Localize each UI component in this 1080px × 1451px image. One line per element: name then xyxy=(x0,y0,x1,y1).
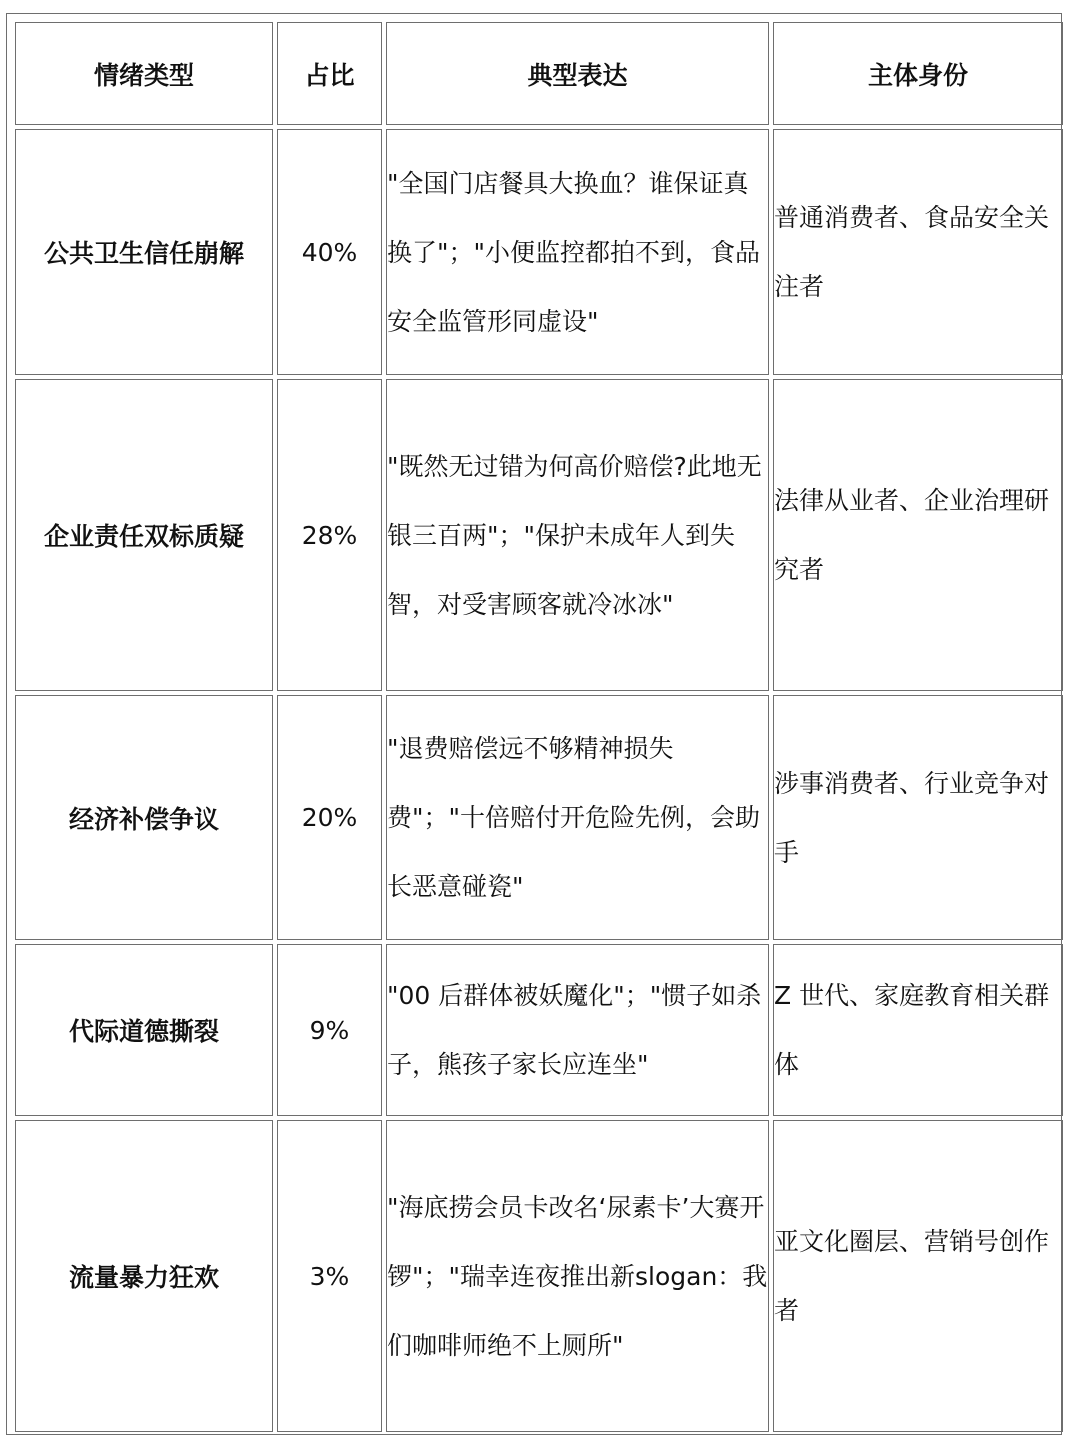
identity-cell: 普通消费者、食品安全关注者 xyxy=(773,129,1063,375)
table-row xyxy=(15,944,1063,1116)
table-frame xyxy=(6,13,1062,1435)
identity-cell: Z 世代、家庭教育相关群体 xyxy=(773,944,1063,1116)
emotion-type-cell: 代际道德撕裂 xyxy=(15,944,273,1116)
expression-cell: "00 后群体被妖魔化"；"惯子如杀子，熊孩子家长应连坐" xyxy=(386,944,769,1116)
expression-cell: "全国门店餐具大换血？谁保证真换了"；"小便监控都拍不到，食品安全监管形同虚设" xyxy=(386,129,769,375)
header-subject-identity: 主体身份 xyxy=(773,22,1063,125)
sentiment-table xyxy=(11,18,1067,1436)
table-row xyxy=(15,695,1063,940)
share-cell: 9% xyxy=(277,944,382,1116)
emotion-type-cell: 公共卫生信任崩解 xyxy=(15,129,273,375)
emotion-type-cell: 企业责任双标质疑 xyxy=(15,379,273,691)
share-cell: 28% xyxy=(277,379,382,691)
header-emotion-type: 情绪类型 xyxy=(15,22,273,125)
header-share: 占比 xyxy=(277,22,382,125)
expression-cell: "退费赔偿远不够精神损失费"；"十倍赔付开危险先例，会助长恶意碰瓷" xyxy=(386,695,769,940)
table-row xyxy=(15,129,1063,375)
emotion-type-cell: 经济补偿争议 xyxy=(15,695,273,940)
header-typical-expression: 典型表达 xyxy=(386,22,769,125)
identity-cell: 亚文化圈层、营销号创作者 xyxy=(773,1120,1063,1432)
identity-cell: 法律从业者、企业治理研究者 xyxy=(773,379,1063,691)
share-cell: 40% xyxy=(277,129,382,375)
table-row xyxy=(15,379,1063,691)
expression-cell: "既然无过错为何高价赔偿?此地无银三百两"；"保护未成年人到失智，对受害顾客就冷冰冰" xyxy=(386,379,769,691)
emotion-type-cell: 流量暴力狂欢 xyxy=(15,1120,273,1432)
expression-cell: "海底捞会员卡改名‘尿素卡’大赛开锣"；"瑞幸连夜推出新slogan：我们咖啡师绝不上厕所" xyxy=(386,1120,769,1432)
table-row xyxy=(15,1120,1063,1432)
share-cell: 3% xyxy=(277,1120,382,1432)
identity-cell: 涉事消费者、行业竞争对手 xyxy=(773,695,1063,940)
share-cell: 20% xyxy=(277,695,382,940)
table-header-row xyxy=(15,22,1063,125)
